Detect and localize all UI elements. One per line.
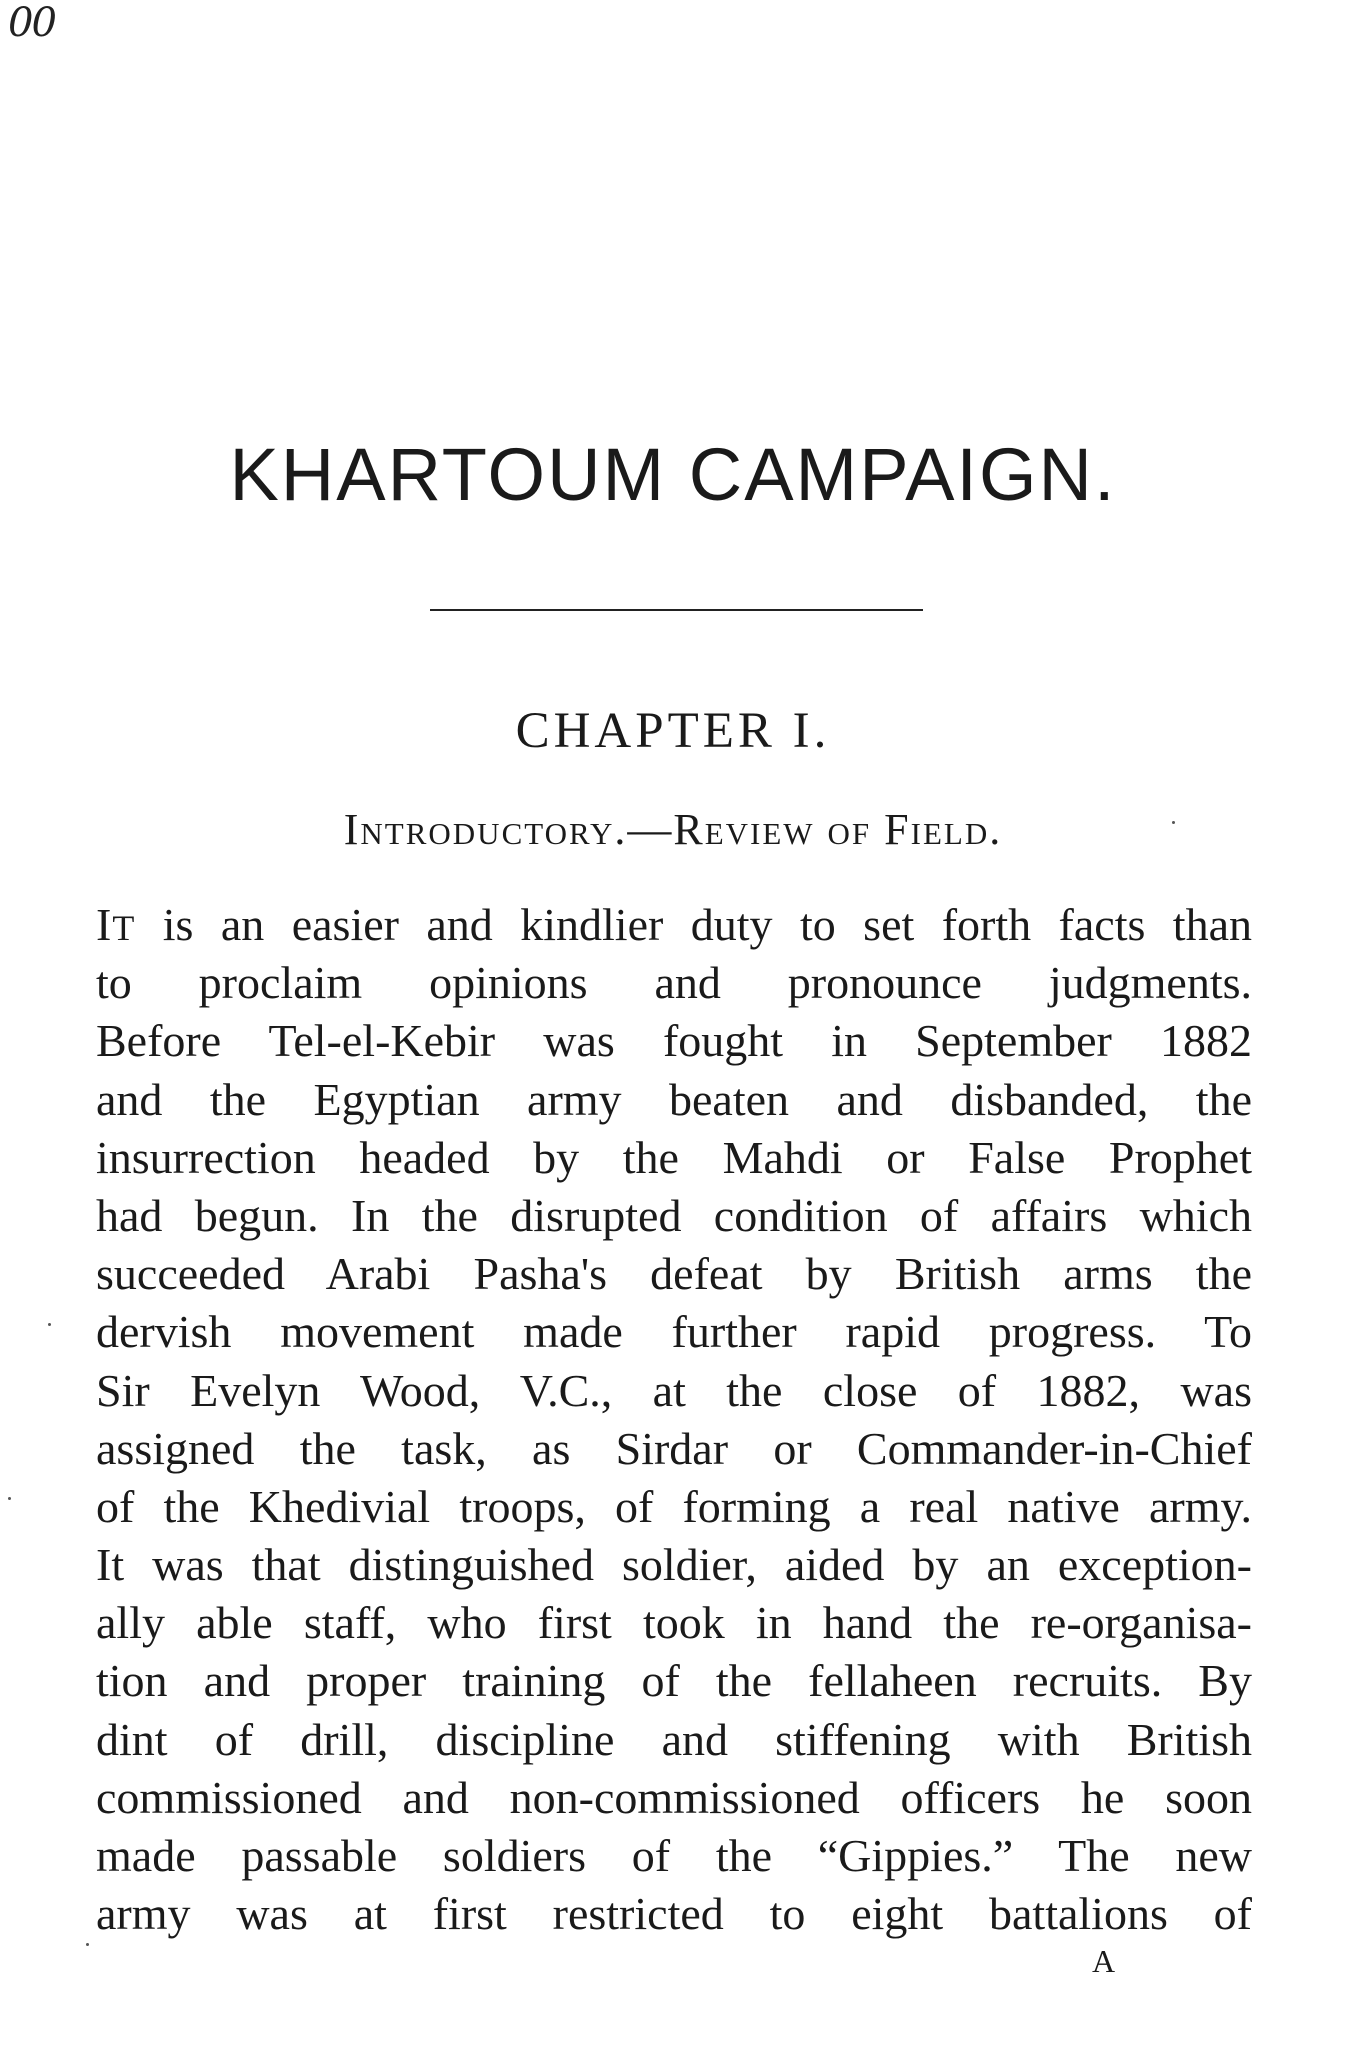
text-line: succeeded Arabi Pasha's defeat by British arms the bbox=[96, 1248, 1252, 1300]
initial-small-caps: T bbox=[112, 908, 136, 948]
text-line: dint of drill, discipline and stiffening with British bbox=[96, 1713, 1252, 1765]
book-title: KHARTOUM CAMPAIGN. bbox=[229, 433, 1117, 516]
text-line: tion and proper training of the fellaheen recruits. By bbox=[96, 1655, 1252, 1707]
text-line: had begun. In the disrupted condition of affairs which bbox=[96, 1189, 1252, 1241]
text-line: commissioned and non-commissioned officers he soon bbox=[96, 1771, 1252, 1823]
text-line: dervish movement made further rapid progress. To bbox=[96, 1306, 1252, 1358]
text-line: Sir Evelyn Wood, V.C., at the close of 1882, was bbox=[96, 1364, 1252, 1416]
text-line: assigned the task, as Sirdar or Commander-in-Chief bbox=[96, 1422, 1252, 1474]
paper-speck bbox=[1172, 821, 1175, 824]
paper-speck bbox=[8, 1497, 11, 1500]
text-line: ally able staff, who first took in hand the re-organisa- bbox=[96, 1597, 1252, 1649]
text-line: It was that distinguished soldier, aided by an exception- bbox=[96, 1539, 1252, 1591]
text-line: army was at first restricted to eight battalions of bbox=[96, 1888, 1252, 1940]
paper-speck bbox=[48, 1323, 51, 1326]
text-line: made passable soldiers of the “Gippies.” The new bbox=[96, 1830, 1252, 1881]
text-line: and the Egyptian army beaten and disbanded, the bbox=[96, 1073, 1252, 1125]
text-line: Before Tel-el-Kebir was fought in September 1882 bbox=[96, 1015, 1252, 1067]
text-line bbox=[96, 896, 1252, 954]
chapter-heading: CHAPTER I. bbox=[515, 703, 831, 759]
signature-mark: A bbox=[1092, 1943, 1116, 1979]
text-line-content: is an easier and kindlier duty to set forth facts than bbox=[135, 899, 1252, 950]
page-corner-mark: 00 bbox=[8, 0, 55, 46]
title-rule bbox=[430, 609, 923, 611]
paper-speck bbox=[86, 1943, 89, 1946]
drop-initial: I bbox=[96, 899, 113, 950]
chapter-subtitle: Introductory.—Review of Field. bbox=[343, 805, 1003, 854]
text-line: insurrection headed by the Mahdi or False Prophet bbox=[96, 1131, 1252, 1183]
body-text bbox=[96, 896, 1252, 1943]
text-line: of the Khedivial troops, of forming a real native army. bbox=[96, 1480, 1252, 1532]
text-line: to proclaim opinions and pronounce judgments. bbox=[96, 957, 1252, 1009]
